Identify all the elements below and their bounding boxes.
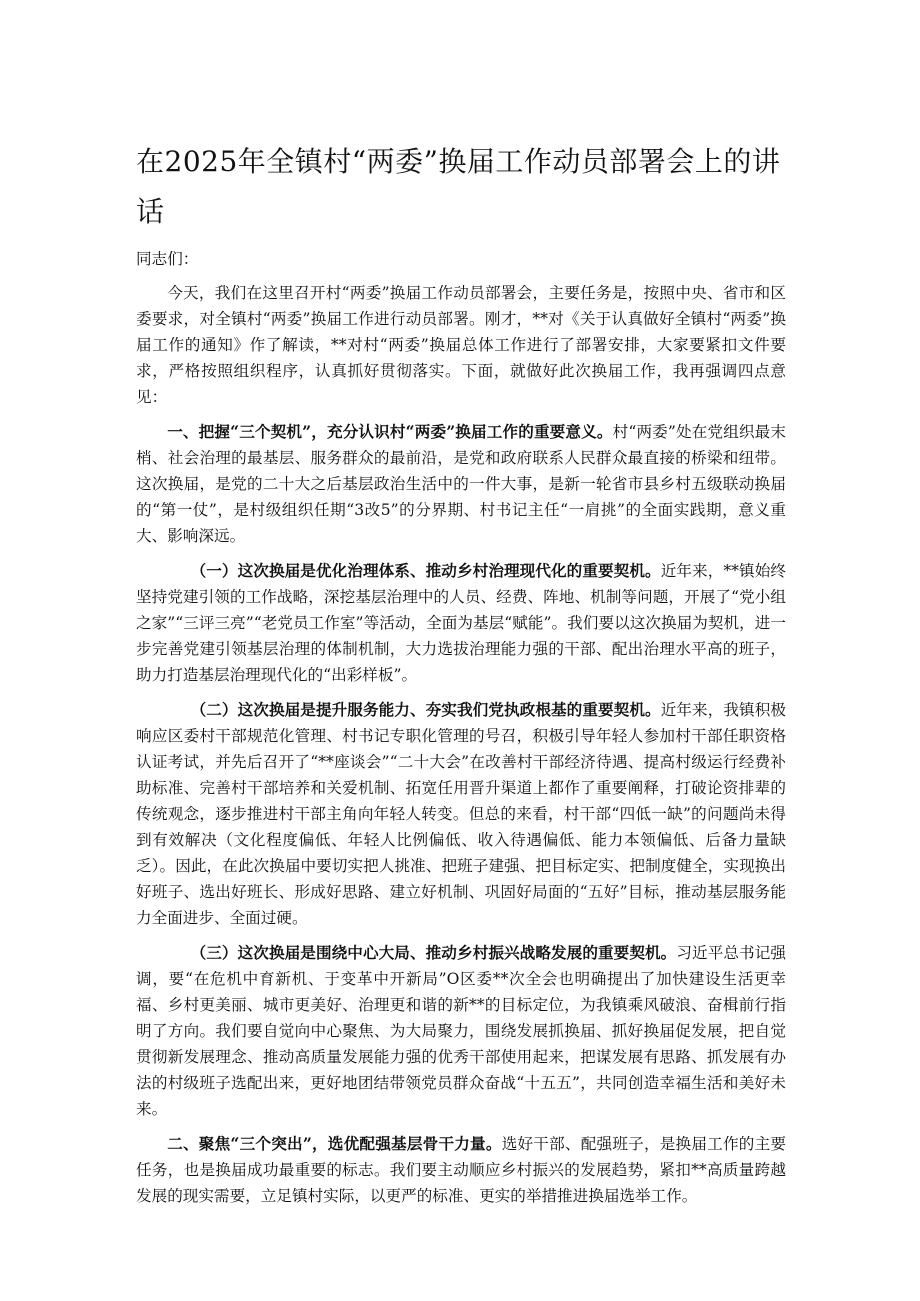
document-body [136, 246, 786, 1218]
section-2-body: 选好干部、配强班子，是换届工作的主要任务，也是换届成功最重要的标志。我们要主动顺应乡村振兴的发展趋势，紧扣**高质量跨越发展的现实需要，立足镇村实际，以更严的标准、更实的举措推进换届选举工作。 [136, 1135, 786, 1205]
subsection-2-paragraph [136, 697, 786, 931]
subsection-3-paragraph [136, 940, 786, 1122]
section-2-paragraph [136, 1131, 786, 1209]
subsection-3-body: 习近平总书记强调，要“在危机中育新机、于变革中开新局”O区委**次全会也明确提出了加快建设生活更幸福、乡村更美丽、城市更美好、治理更和谐的新**的目标定位，为我镇乘风破浪、奋楫前行指明了方向。我们要自觉向中心聚焦、为大局聚力，围绕发展抓换届、抓好换届促发展，把自觉贯彻新发展理念、推动高质量发展能力强的优秀干部使用起来，把谋发展有思路、抓发展有办法的村级班子选配出来，更好地团结带领党员群众奋战“十五五”，共同创造幸福生活和美好未来。 [136, 944, 786, 1118]
document-title: 在2025年全镇村“两委”换届工作动员部署会上的讲话 [136, 145, 781, 228]
subsection-3-heading: （三）这次换届是围绕中心大局、推动乡村振兴战略发展的重要契机。 [190, 943, 677, 962]
subsection-1-paragraph [136, 558, 786, 688]
intro-paragraph: 今天，我们在这里召开村“两委”换届工作动员部署会，主要任务是，按照中央、省市和区委要求，对全镇村“两委”换届工作进行动员部署。刚才，**对《关于认真做好全镇村“两委”换届工作的通知》作了解读，**对村“两委”换届总体工作进行了部署安排，大家要紧扣文件要求，严格按照组织程序，认真抓好贯彻落实。下面，就做好此次换届工作，我再强调四点意见： [136, 284, 786, 406]
section-1-heading: 一、把握“三个契机”，充分认识村“两委”换届工作的重要意义。 [167, 422, 613, 441]
section-2-heading: 二、聚焦“三个突出”，选优配强基层骨干力量。 [167, 1134, 502, 1153]
subsection-2-heading: （二）这次换届是提升服务能力、夯实我们党执政根基的重要契机。 [190, 700, 661, 719]
subsection-1-body: 近年来，**镇始终坚持党建引领的工作战略，深挖基层治理中的人员、经费、阵地、机制等问题，开展了“党小组之家”“三评三亮”“老党员工作室”等活动，全面为基层“赋能”。我们要以这次换届为契机，进一步完善党建引领基层治理的体制机制，大力选拔治理能力强的干部、配出治理水平高的班子，助力打造基层治理现代化的“出彩样板”。 [136, 562, 786, 684]
subsection-2-body: 近年来，我镇积极响应区委村干部规范化管理、村书记专职化管理的号召，积极引导年轻人参加村干部任职资格认证考试，并先后召开了“**座谈会”“二十大会”在改善村干部经济待遇、提高村级运行经费补助标准、完善村干部培养和关爱机制、拓宽任用晋升渠道上都作了重要阐释，打破论资排辈的传统观念，逐步推进村干部主角向年轻人转变。但总的来看，村干部“四低一缺”的问题尚未得到有效解决（文化程度偏低、年轻人比例偏低、收入待遇偏低、能力本领偏低、后备力量缺乏）。因此，在此次换届中要切实把人挑准、把班子建强、把目标定实、把制度健全，实现换出好班子、选出好班长、形成好思路、建立好机制、巩固好局面的“五好”目标，推动基层服务能力全面进步、全面过硬。 [136, 701, 786, 927]
section-1-body: 村“两委”处在党组织最末梢、社会治理的最基层、服务群众的最前沿，是党和政府联系人民群众最直接的桥梁和纽带。这次换届，是党的二十大之后基层政治生活中的一件大事，是新一轮省市县乡村五级联动换届的“第一仗”，是村级组织任期“3改5”的分界期、村书记主任“一肩挑”的全面实践期，意义重大、影响深远。 [136, 423, 786, 545]
section-1-paragraph [136, 419, 786, 549]
salutation: 同志们： [136, 250, 199, 268]
subsection-1-heading: （一）这次换届是优化治理体系、推动乡村治理现代化的重要契机。 [190, 561, 661, 580]
